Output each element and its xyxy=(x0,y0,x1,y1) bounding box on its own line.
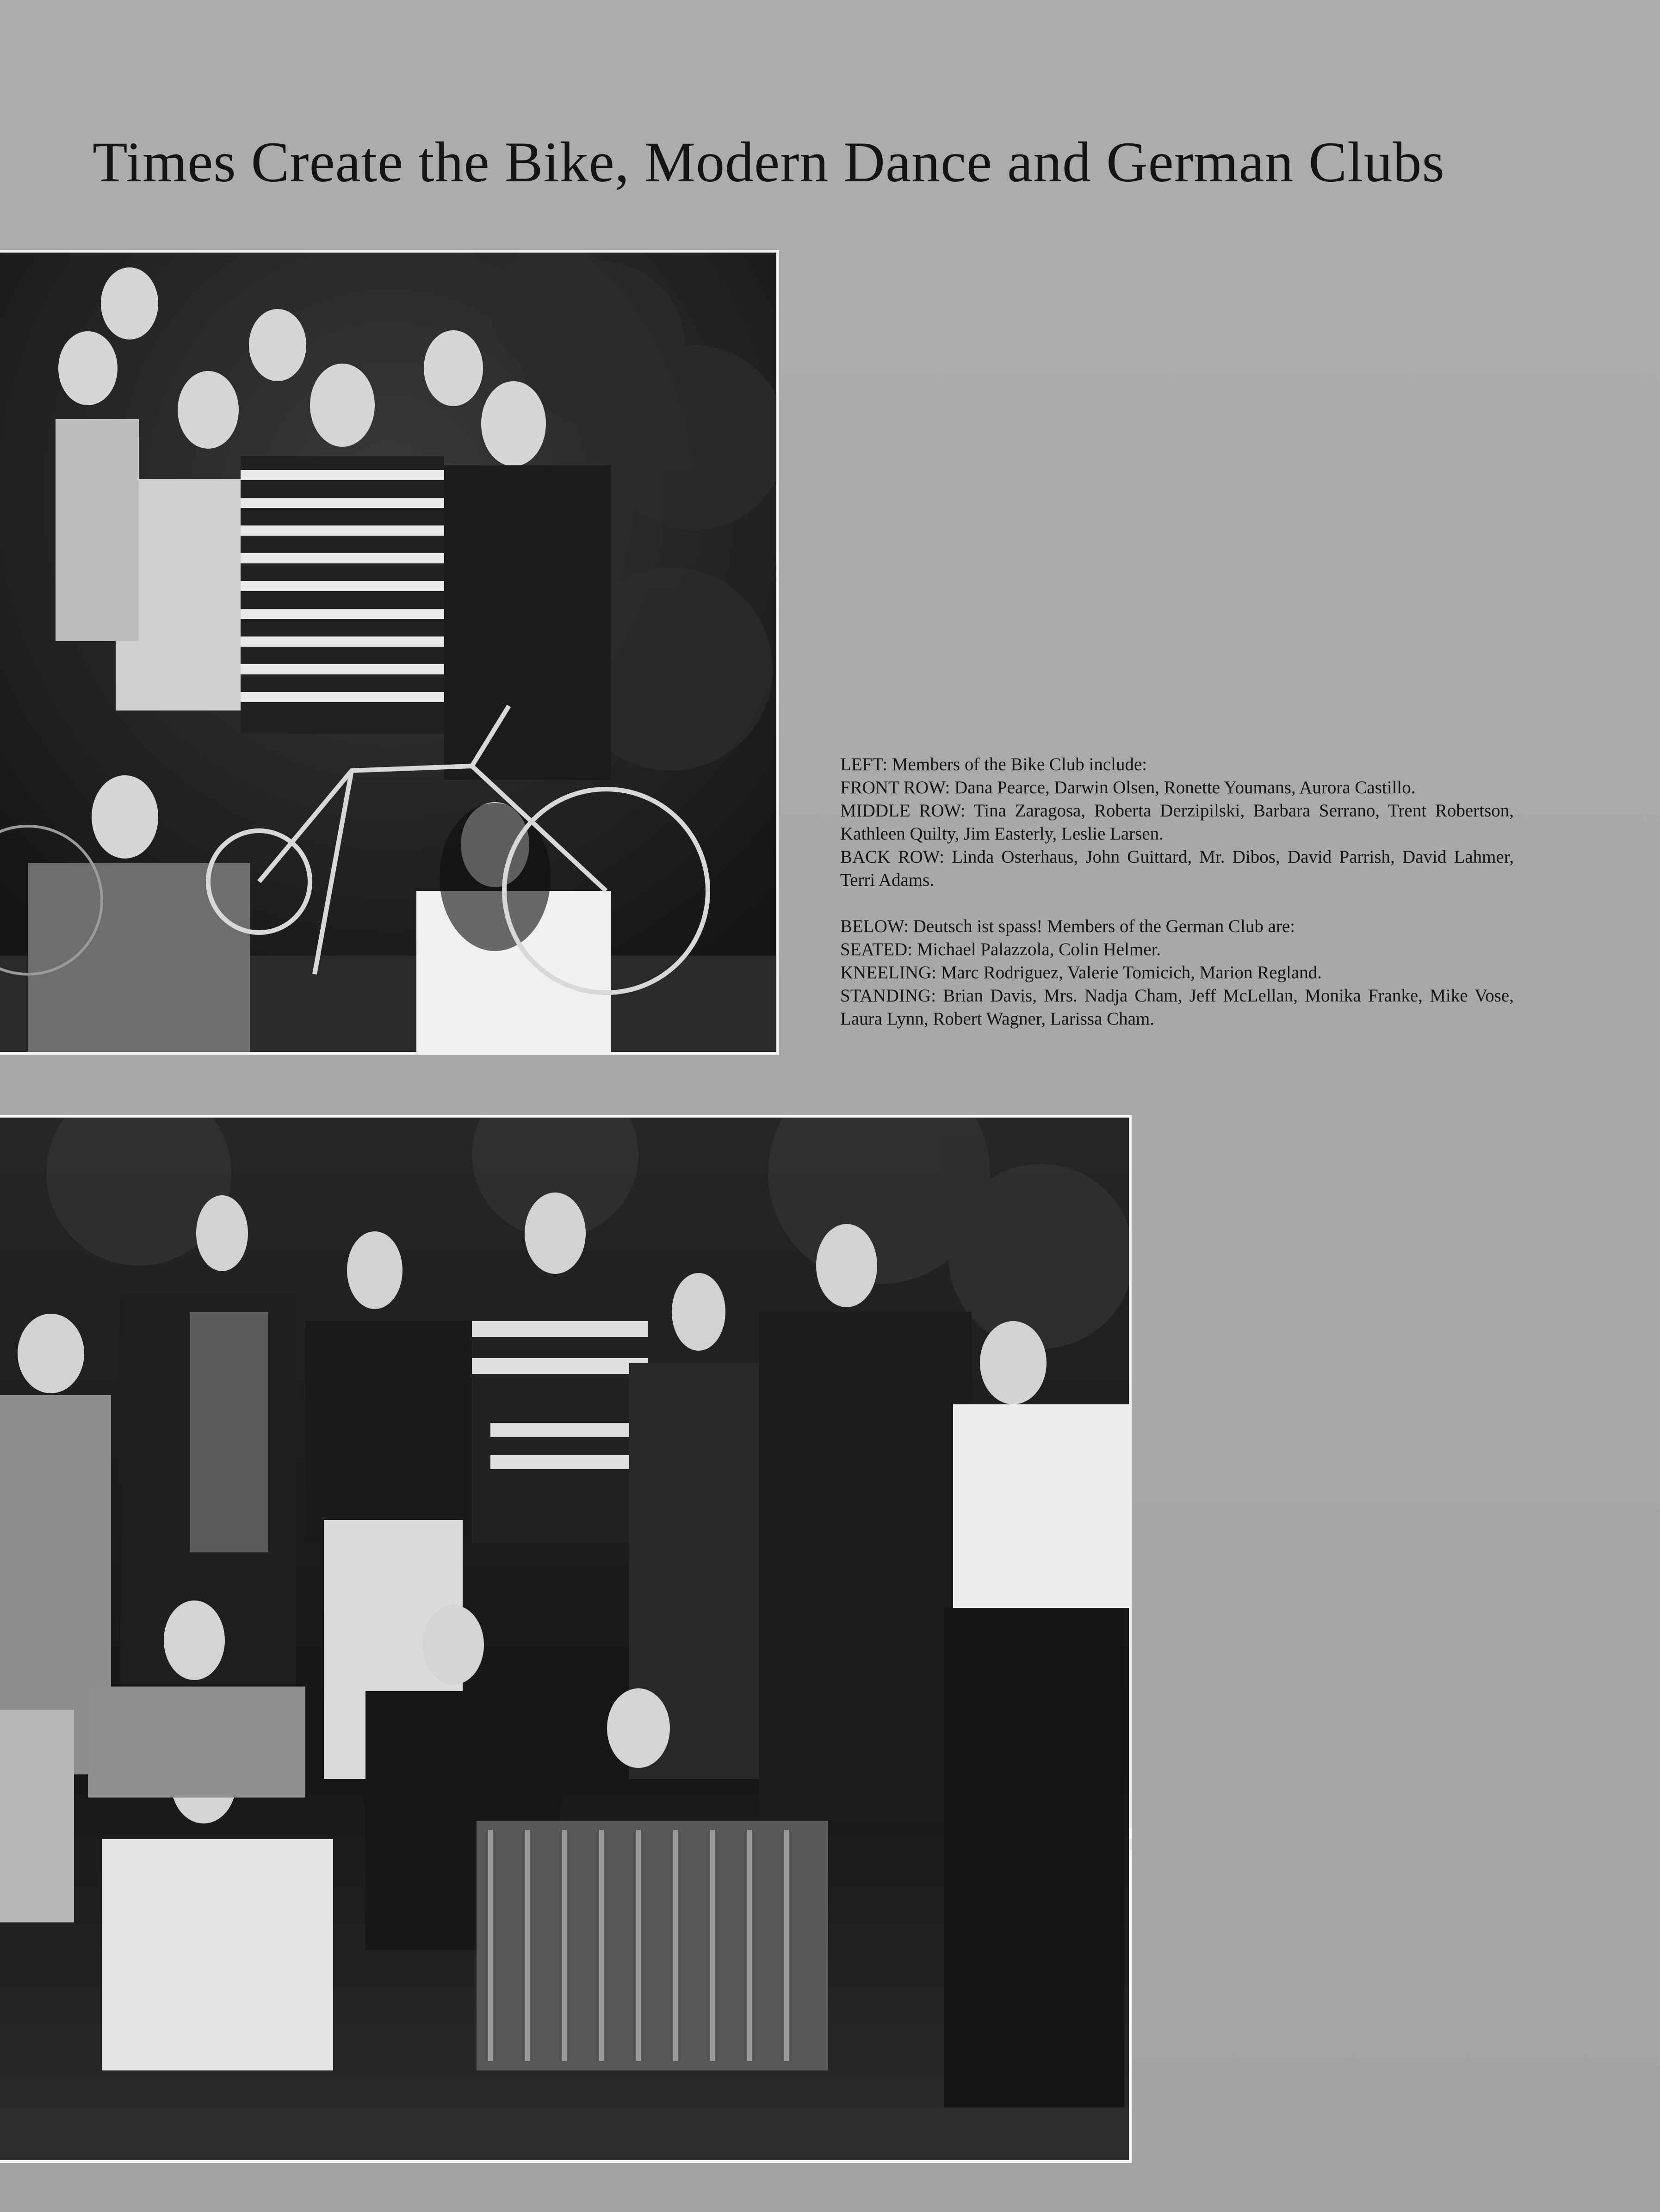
bike-caption-front-row: FRONT ROW: Dana Pearce, Darwin Olsen, Ronette Youmans, Aurora Castillo. xyxy=(840,778,1416,797)
german-caption-seated: SEATED: Michael Palazzola, Colin Helmer. xyxy=(840,939,1161,959)
german-club-photo xyxy=(0,1115,1132,2163)
page-title: Times Create the Bike, Modern Dance and German Clubs xyxy=(93,130,1445,194)
german-caption-standing: STANDING: Brian Davis, Mrs. Nadja Cham, Jeff McLellan, Monika Franke, Mike Vose, Laura Lynn, Robert Wagner, Larissa Cham. xyxy=(840,986,1514,1029)
german-club-photo-art xyxy=(0,1118,1132,2163)
caption-spacer xyxy=(840,892,1514,915)
caption-block xyxy=(840,753,1514,1031)
german-caption-kneeling: KNEELING: Marc Rodriguez, Valerie Tomicich, Marion Regland. xyxy=(840,963,1322,982)
bike-club-photo xyxy=(0,250,779,1055)
bike-caption-back-row: BACK ROW: Linda Osterhaus, John Guittard, Mr. Dibos, David Parrish, David Lahmer, Terri Adams. xyxy=(840,847,1514,890)
bike-club-photo-art xyxy=(0,253,779,1055)
german-caption-intro: BELOW: Deutsch ist spass! Members of the German Club are: xyxy=(840,916,1295,936)
bike-caption-intro: LEFT: Members of the Bike Club include: xyxy=(840,754,1147,774)
bike-caption-middle-row: MIDDLE ROW: Tina Zaragosa, Roberta Derzipilski, Barbara Serrano, Trent Robertson, Kathleen Quilty, Jim Easterly, Leslie Larsen. xyxy=(840,801,1514,844)
